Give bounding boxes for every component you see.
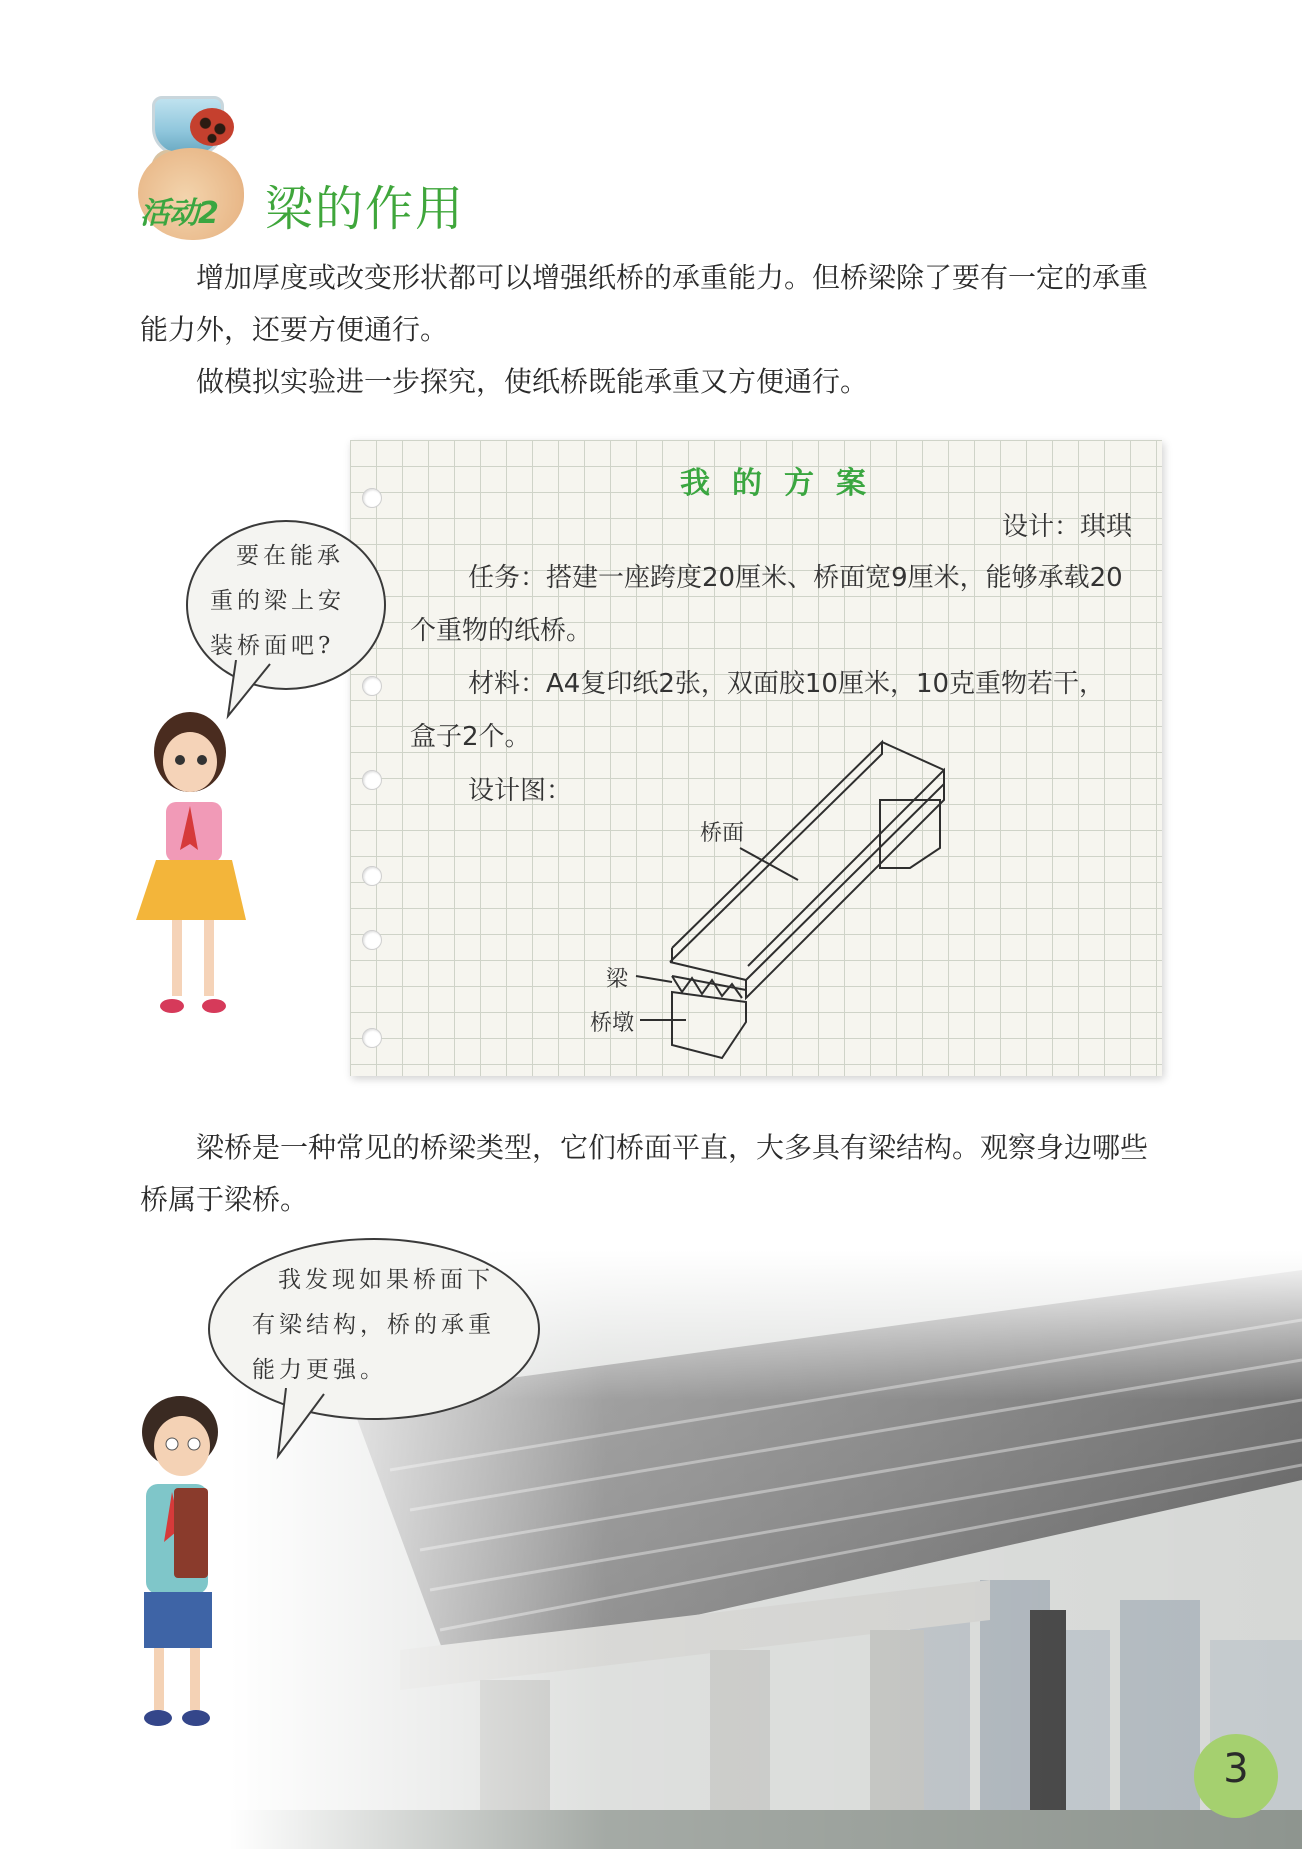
binder-hole [362,866,382,886]
deck-left-wall [670,742,882,962]
label-deck: 桥面 [700,821,745,846]
binder-hole [362,930,382,950]
boy-bubble-tail [270,1388,340,1460]
activity-badge-label: 活动2 [140,196,218,231]
deck-ends [672,742,944,962]
plan-materials: 材料：A4复印纸2张，双面胶10厘米，10克重物若干，盒子2个。 [410,669,1106,752]
label-pier: 桥墩 [590,1011,635,1036]
binder-hole [362,770,382,790]
page-title: 梁的作用 [265,181,466,237]
boy-illustration [124,1392,244,1742]
plan-designer: 设计：琪琪 [1001,512,1132,542]
page-number-badge [1194,1734,1278,1818]
girl-bubble-line-2: 重的梁上安 [210,588,345,614]
page-number: 3 [1223,1746,1249,1792]
boy-bubble-line-1: 我发现如果桥面下 [278,1267,494,1293]
intro-paragraph-2: 做模拟实验进一步探究，使纸桥既能承重又方便通行。 [196,365,869,398]
boy-bubble-line-2: 有梁结构，桥的承重 [252,1312,495,1338]
girl-bubble-line-3: 装桥面吧? [210,633,335,659]
intro-paragraph-1: 增加厚度或改变形状都可以增强纸桥的承重能力。但桥梁除了要有一定的承重能力外，还要方便通行。 [140,261,1149,346]
binder-hole [362,676,382,696]
bridge-design-diagram [580,730,960,1070]
beam-leader-line [636,976,672,982]
deck-right-wall [746,784,944,998]
plan-task: 任务：搭建一座跨度20厘米、桥面宽9厘米，能够承载20个重物的纸桥。 [410,563,1123,646]
boy-bubble-line-3: 能力更强。 [252,1357,387,1383]
girl-illustration [122,710,252,1030]
label-beam: 梁 [606,967,629,992]
plan-diagram-label: 设计图： [468,776,573,806]
girl-bubble-line-1: 要在能承 [236,543,344,569]
ladybug-icon [190,108,234,146]
near-pier [672,992,746,1058]
binder-hole [362,488,382,508]
binder-hole [362,1028,382,1048]
plan-title: 我的方案 [680,466,888,501]
body-paragraph: 梁桥是一种常见的桥梁类型，它们桥面平直，大多具有梁结构。观察身边哪些桥属于梁桥。 [140,1131,1149,1216]
deck-surface [670,770,944,980]
